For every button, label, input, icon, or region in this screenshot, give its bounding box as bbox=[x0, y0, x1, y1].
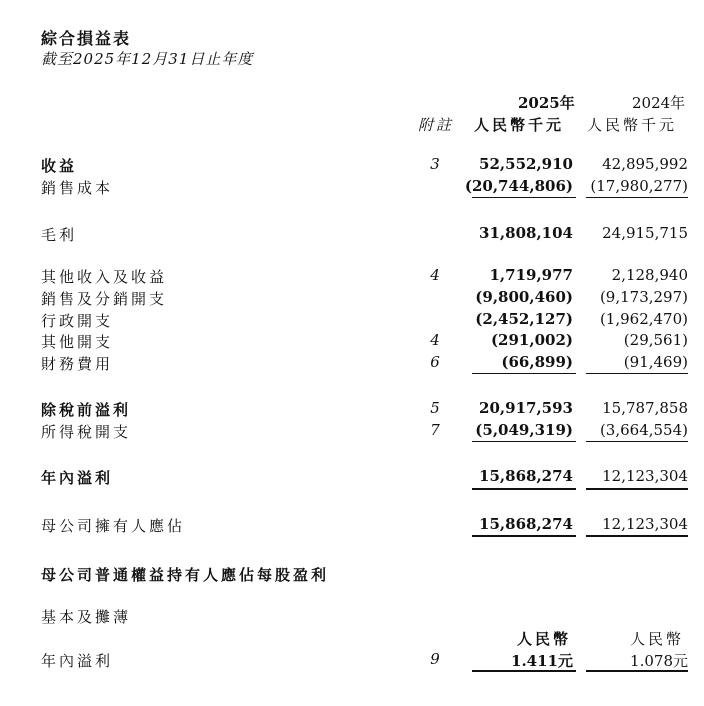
row-value-2025-cost-of-sales: (20,744,806) bbox=[464, 177, 573, 195]
row-label-profit-before-tax: 除稅前溢利 bbox=[41, 401, 132, 419]
row-note-income-tax: 7 bbox=[430, 421, 440, 439]
row-label-attributable: 母公司擁有人應佔 bbox=[41, 517, 186, 535]
row-value-2025-profit-before-tax: 20,917,593 bbox=[479, 399, 573, 417]
total-rule bbox=[472, 535, 576, 537]
row-value-2025-finance-costs: (66,899) bbox=[501, 353, 573, 371]
row-value-2025-income-tax: (5,049,319) bbox=[475, 421, 573, 439]
total-rule bbox=[586, 670, 688, 672]
subtotal-rule bbox=[586, 373, 688, 374]
row-value-2025-eps: 1.411元 bbox=[511, 652, 573, 670]
row-value-2024-revenue: 42,895,992 bbox=[602, 155, 688, 173]
row-value-2025-other-income: 1,719,977 bbox=[489, 266, 573, 284]
subtotal-rule bbox=[472, 441, 576, 442]
row-label-gross-profit: 毛利 bbox=[41, 226, 78, 244]
row-note-other-expenses: 4 bbox=[430, 331, 440, 349]
row-value-2024-eps: 1.078元 bbox=[630, 652, 688, 670]
subtotal-rule bbox=[472, 197, 576, 198]
col2-currency-header: 人民幣千元 bbox=[587, 116, 678, 134]
total-rule bbox=[472, 670, 576, 672]
row-value-2024-admin-expenses: (1,962,470) bbox=[599, 310, 688, 328]
row-value-2025-profit-for-year: 15,868,274 bbox=[479, 467, 573, 485]
row-value-2024-attributable: 12,123,304 bbox=[602, 515, 688, 533]
note-header: 附註 bbox=[418, 116, 455, 134]
subtotal-rule bbox=[586, 441, 688, 442]
eps-heading: 母公司普通權益持有人應佔每股盈利 bbox=[41, 566, 330, 584]
row-value-2024-cost-of-sales: (17,980,277) bbox=[590, 177, 688, 195]
row-label-income-tax: 所得稅開支 bbox=[41, 423, 132, 441]
row-label-revenue: 收益 bbox=[41, 157, 78, 175]
row-value-2025-revenue: 52,552,910 bbox=[479, 155, 573, 173]
row-note-profit-before-tax: 5 bbox=[430, 399, 440, 417]
total-rule bbox=[586, 535, 688, 537]
total-rule bbox=[586, 488, 688, 490]
row-value-2024-income-tax: (3,664,554) bbox=[599, 421, 688, 439]
subtotal-rule bbox=[472, 373, 576, 374]
row-value-2025-other-expenses: (291,002) bbox=[490, 331, 573, 349]
row-value-2025-selling-expenses: (9,800,460) bbox=[475, 288, 573, 306]
eps-basic-diluted: 基本及攤薄 bbox=[41, 608, 132, 626]
row-value-2024-selling-expenses: (9,173,297) bbox=[599, 288, 688, 306]
col1-currency-header: 人民幣千元 bbox=[474, 116, 565, 134]
row-label-finance-costs: 財務費用 bbox=[41, 355, 114, 373]
row-note-finance-costs: 6 bbox=[430, 353, 440, 371]
row-value-2024-profit-before-tax: 15,787,858 bbox=[602, 399, 688, 417]
row-note-other-income: 4 bbox=[430, 266, 440, 284]
row-value-2024-gross-profit: 24,915,715 bbox=[602, 224, 688, 242]
row-label-admin-expenses: 行政開支 bbox=[41, 312, 114, 330]
row-label-other-expenses: 其他開支 bbox=[41, 333, 114, 351]
subtotal-rule bbox=[586, 197, 688, 198]
row-value-2025-attributable: 15,868,274 bbox=[479, 515, 573, 533]
row-value-2024-other-income: 2,128,940 bbox=[611, 266, 688, 284]
row-value-2024-finance-costs: (91,469) bbox=[623, 353, 688, 371]
row-label-cost-of-sales: 銷售成本 bbox=[41, 179, 114, 197]
eps-col1-unit: 人民幣 bbox=[517, 630, 572, 648]
statement-subtitle: 截至2025年12月31日止年度 bbox=[41, 50, 254, 68]
row-note-eps: 9 bbox=[430, 650, 440, 668]
row-label-eps: 年內溢利 bbox=[41, 652, 114, 670]
row-note-revenue: 3 bbox=[430, 155, 440, 173]
row-value-2024-profit-for-year: 12,123,304 bbox=[602, 467, 688, 485]
row-label-selling-expenses: 銷售及分銷開支 bbox=[41, 290, 168, 308]
col2-year-header: 2024年 bbox=[632, 94, 686, 112]
statement-title: 綜合損益表 bbox=[41, 29, 132, 48]
row-label-other-income: 其他收入及收益 bbox=[41, 268, 168, 286]
row-value-2025-admin-expenses: (2,452,127) bbox=[475, 310, 573, 328]
row-value-2024-other-expenses: (29,561) bbox=[623, 331, 688, 349]
col1-year-header: 2025年 bbox=[518, 94, 575, 112]
row-label-profit-for-year: 年內溢利 bbox=[41, 469, 114, 487]
row-value-2025-gross-profit: 31,808,104 bbox=[479, 224, 573, 242]
eps-col2-unit: 人民幣 bbox=[630, 630, 685, 648]
total-rule bbox=[472, 488, 576, 490]
